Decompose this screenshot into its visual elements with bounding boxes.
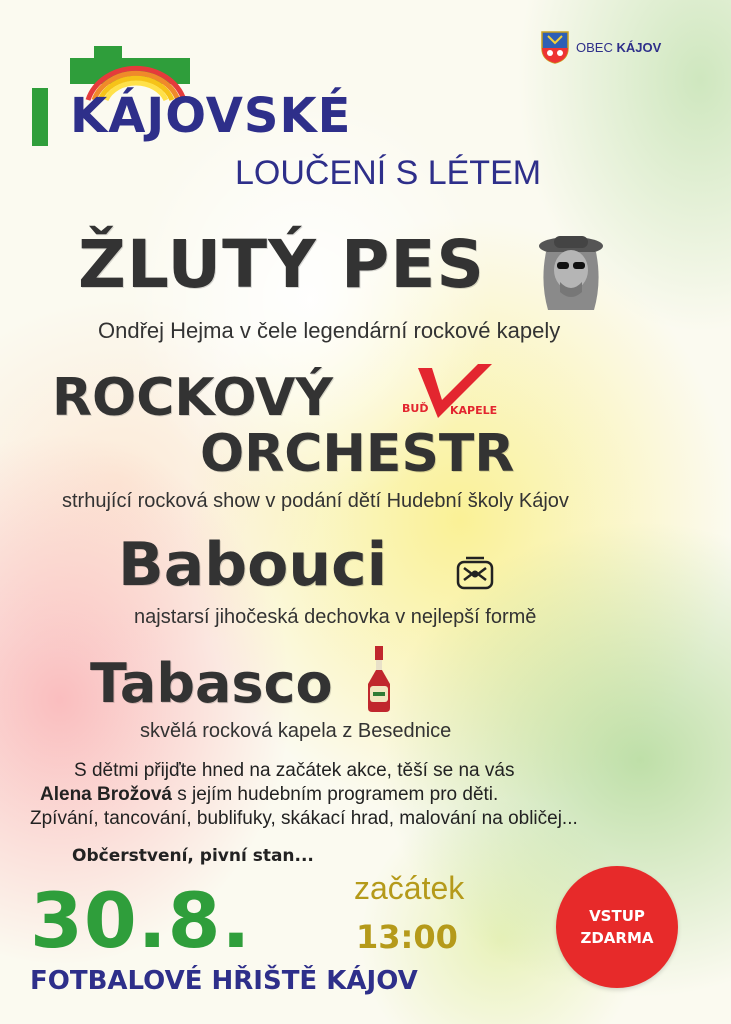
info-line-2-rest: s jejím hudebním programem pro děti. (171, 784, 499, 805)
municipality-name: KÁJOV (616, 39, 662, 55)
v-logo-icon (400, 362, 500, 428)
municipality-badge (540, 30, 661, 64)
coat-of-arms-icon (540, 30, 570, 64)
badge-line-2: ZDARMA (580, 929, 654, 947)
info-line-2 (40, 784, 498, 806)
band-zluty-pes: ŽLUTÝ PES (78, 226, 485, 303)
guest-name: Alena Brožová (40, 784, 172, 805)
singer-portrait-icon (536, 232, 606, 310)
info-line-3: Zpívání, tancování, bublifuky, skákací hrad, malování na obličej... (30, 808, 578, 829)
band-rockovy-orchestr-description: strhující rocková show v podání dětí Hudební školy Kájov (62, 490, 569, 512)
band-rockovy-orchestr-line2: ORCHESTR (200, 424, 515, 484)
municipality-prefix: OBEC (576, 39, 613, 55)
start-label: začátek (354, 870, 465, 906)
start-time: 13:00 (356, 918, 458, 956)
band-babouci: Babouci (118, 530, 388, 600)
event-title: KÁJOVSKÉ (70, 88, 352, 144)
refreshments-line: Občerstvení, pivní stan... (72, 846, 314, 866)
band-tabasco: Tabasco (90, 652, 333, 715)
babouci-logo-icon (456, 556, 494, 592)
band-babouci-description: najstarsí jihočeská dechovka v nejlepší formě (134, 606, 537, 628)
tabasco-bottle-icon (364, 646, 394, 712)
v-logo-word-left: BUĎ (402, 402, 429, 415)
event-subtitle: LOUČENÍ S LÉTEM (235, 154, 542, 192)
event-venue: FOTBALOVÉ HŘIŠTĚ KÁJOV (30, 966, 418, 996)
band-tabasco-description: skvělá rocková kapela z Besednice (140, 720, 452, 742)
info-line-1: S dětmi přijďte hned na začátek akce, těší se na vás (74, 760, 515, 781)
band-zluty-pes-description: Ondřej Hejma v čele legendární rockové kapely (98, 318, 561, 343)
badge-line-1: VSTUP (589, 907, 645, 925)
v-logo-word-right: KAPELE (450, 404, 498, 417)
free-entry-badge (556, 866, 678, 988)
event-date: 30.8. (30, 876, 252, 965)
band-rockovy-orchestr-line1: ROCKOVÝ (52, 368, 334, 428)
